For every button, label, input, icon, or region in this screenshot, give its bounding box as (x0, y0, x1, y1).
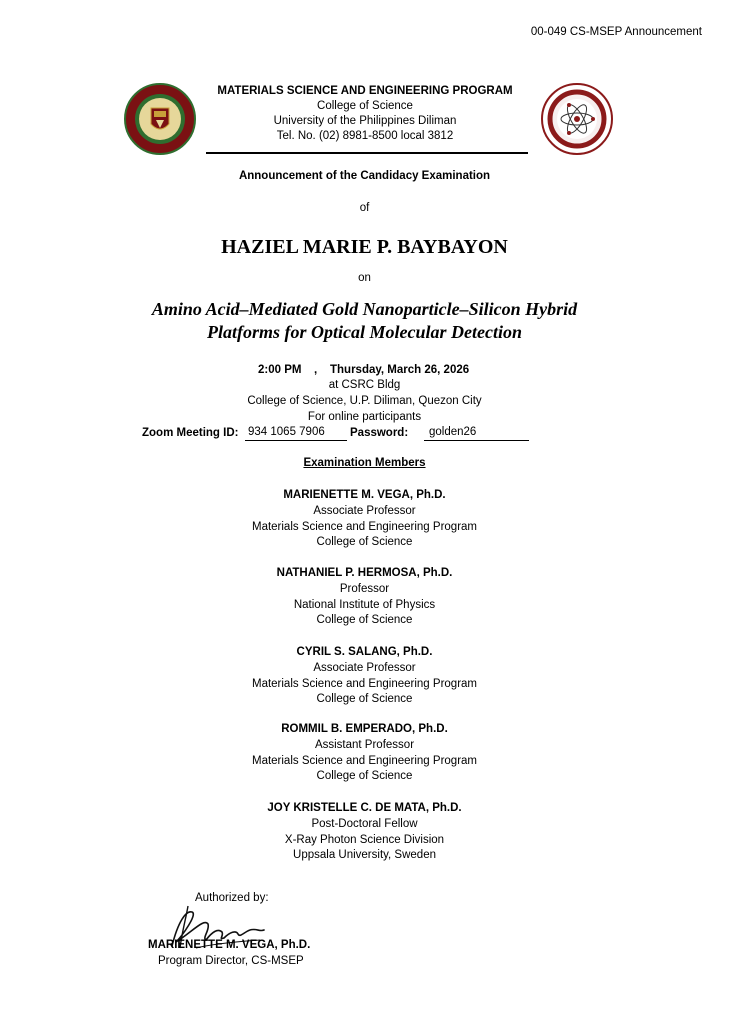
telephone-number: Tel. No. (02) 8981-8500 local 3812 (276, 130, 454, 142)
member-unit: Materials Science and Engineering Program (251, 520, 477, 533)
member-position: Assistant Professor (314, 738, 415, 751)
college-name: College of Science (317, 100, 413, 112)
member-college: Uppsala University, Sweden (293, 849, 436, 862)
university-name: University of the Philippines Diliman (273, 115, 457, 127)
program-name: MATERIALS SCIENCE AND ENGINEERING PROGRAM (217, 85, 513, 97)
authorized-label: Authorized by: (195, 892, 269, 904)
member-college: College of Science (316, 536, 413, 549)
member-position: Associate Professor (313, 504, 416, 517)
zoom-password-value: golden26 (429, 426, 477, 438)
member-position: Professor (339, 582, 390, 595)
exam-venue: at CSRC Bldg (328, 379, 401, 391)
member-unit: X-Ray Photon Science Division (284, 833, 445, 846)
mse-seal-logo (540, 82, 614, 156)
document-number: 00-049 CS-MSEP Announcement (530, 26, 702, 38)
zoom-meeting-id-value: 934 1065 7906 (248, 426, 325, 438)
member-name: JOY KRISTELLE C. DE MATA, Ph.D. (267, 802, 462, 814)
exam-date: Thursday, March 26, 2026 (330, 364, 470, 376)
password-label: Password: (350, 427, 409, 439)
zoom-password (424, 426, 529, 441)
zoom-meeting-id (245, 426, 347, 441)
member-unit: Materials Science and Engineering Program (251, 754, 477, 767)
exam-address: College of Science, U.P. Diliman, Quezon City (247, 395, 482, 407)
member-name: NATHANIEL P. HERMOSA, Ph.D. (276, 567, 453, 579)
thesis-title-line-2: Platforms for Optical Molecular Detection (207, 322, 522, 342)
announcement-heading: Announcement of the Candidacy Examination (238, 170, 491, 182)
member-position: Associate Professor (313, 661, 416, 674)
up-seal-logo (123, 82, 197, 156)
header-rule (206, 152, 528, 154)
thesis-title (0, 298, 729, 344)
member-name: MARIENETTE M. VEGA, Ph.D. (283, 489, 446, 501)
member-unit: National Institute of Physics (293, 598, 436, 611)
zoom-id-label: Zoom Meeting ID: (142, 427, 239, 439)
time-date-separator: , (314, 364, 318, 376)
on-text: on (358, 272, 371, 284)
letterhead (200, 84, 530, 144)
of-text: of (359, 202, 370, 214)
exam-time: 2:00 PM (258, 364, 302, 376)
thesis-title-line-1: Amino Acid–Mediated Gold Nanoparticle–Silicon Hybrid (151, 299, 578, 319)
online-note: For online participants (307, 411, 422, 423)
member-unit: Materials Science and Engineering Program (251, 677, 477, 690)
authorizer-name: MARIENETTE M. VEGA, Ph.D. (148, 939, 311, 951)
authorizer-title: Program Director, CS-MSEP (158, 955, 304, 967)
member-1 (0, 488, 729, 551)
member-name: ROMMIL B. EMPERADO, Ph.D. (281, 723, 448, 735)
member-name: CYRIL S. SALANG, Ph.D. (296, 646, 433, 658)
member-4 (0, 722, 729, 785)
member-2 (0, 566, 729, 629)
member-college: College of Science (316, 614, 413, 627)
member-college: College of Science (316, 693, 413, 706)
member-college: College of Science (316, 770, 413, 783)
member-position: Post-Doctoral Fellow (311, 817, 418, 830)
members-heading: Examination Members (303, 457, 426, 469)
candidate-name: HAZIEL MARIE P. BAYBAYON (221, 236, 508, 258)
member-5 (0, 801, 729, 864)
member-3 (0, 645, 729, 708)
